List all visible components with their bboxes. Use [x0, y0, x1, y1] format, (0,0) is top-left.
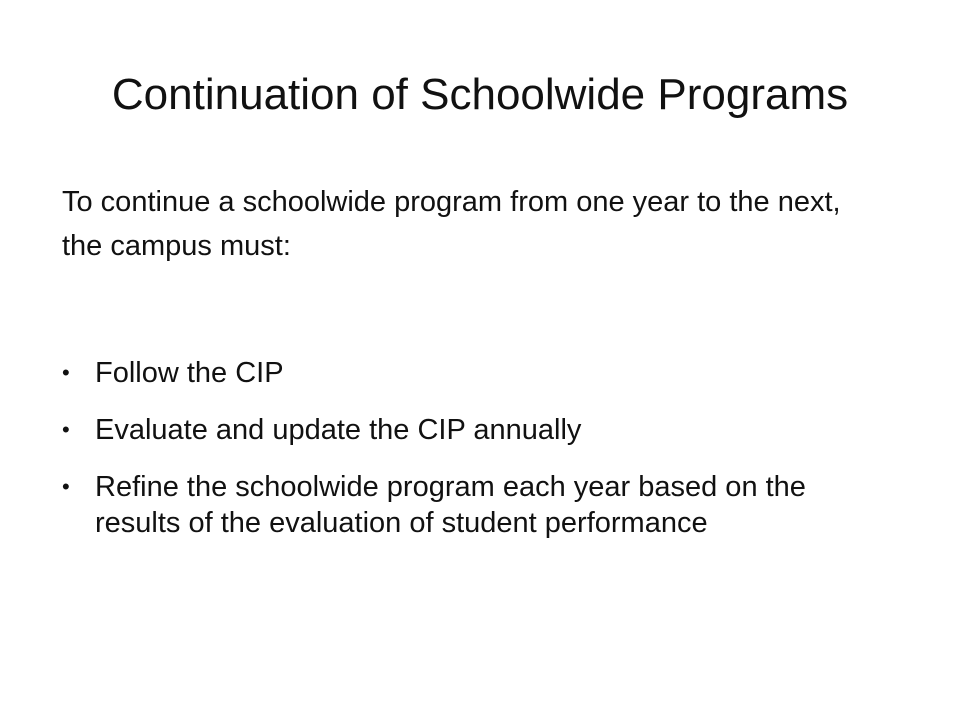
bullet-text: Refine the schoolwide program each year based on the results of the evaluation of student performance [95, 471, 806, 539]
bullet-dot-icon: • [62, 360, 70, 385]
intro-text: To continue a schoolwide program from one year to the next, the campus must: [62, 186, 841, 262]
bullet-item [62, 412, 852, 448]
bullet-item [62, 469, 852, 541]
bullet-text: Evaluate and update the CIP annually [95, 414, 582, 446]
bullet-dot-icon: • [62, 474, 70, 499]
bullet-dot-icon: • [62, 417, 70, 442]
bullet-text: Follow the CIP [95, 357, 284, 389]
slide-title: Continuation of Schoolwide Programs [111, 70, 849, 119]
bullet-list [62, 355, 852, 562]
bullet-item [62, 355, 852, 391]
